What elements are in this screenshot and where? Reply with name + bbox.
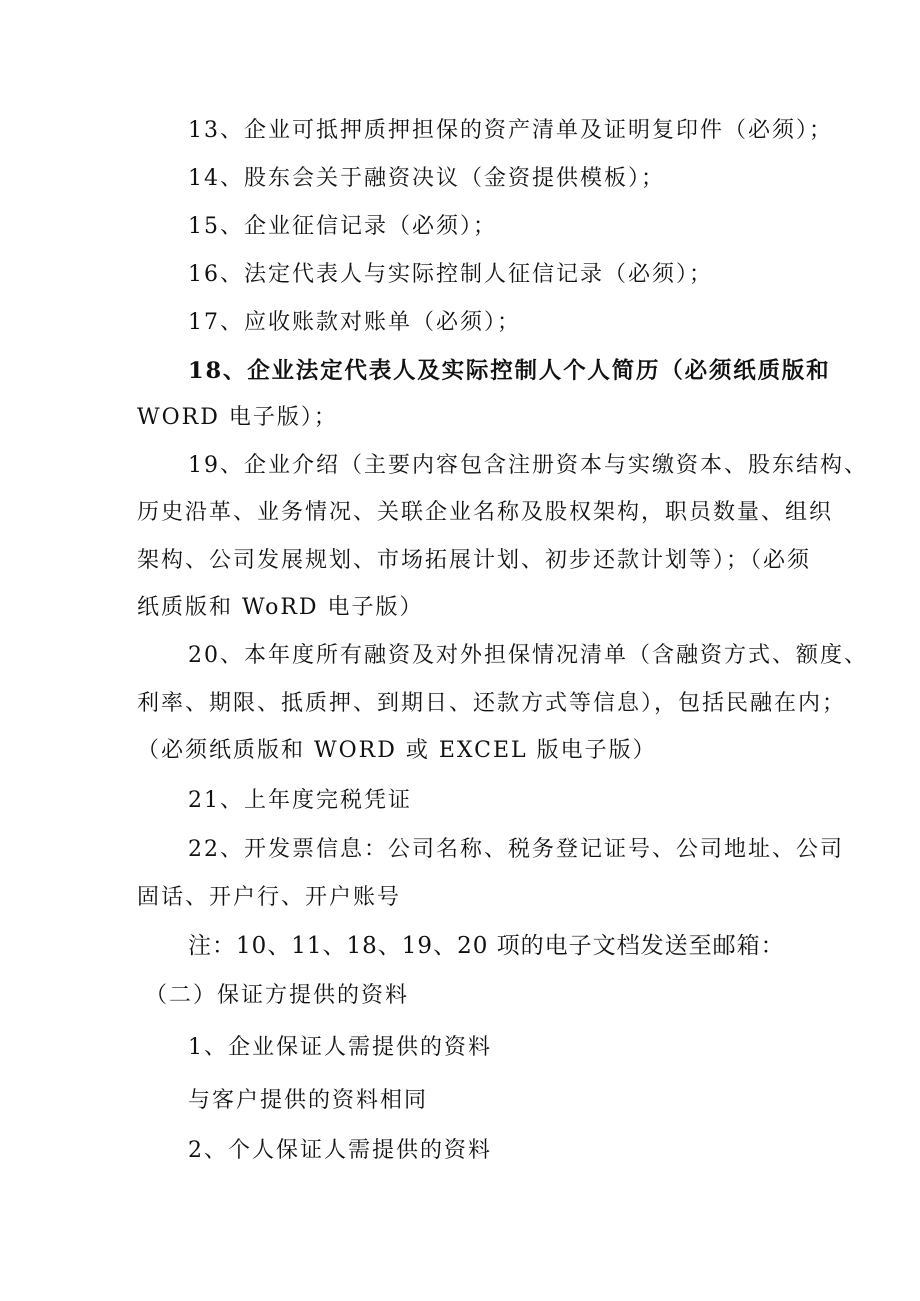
- list-item-20: 20、本年度所有融资及对外担保情况清单（含融资方式、额度、: [188, 643, 868, 668]
- list-item-16: 16、法定代表人与实际控制人征信记录（必须）；: [188, 262, 713, 287]
- subsection-enterprise-guarantor: 1、企业保证人需提供的资料: [188, 1035, 492, 1060]
- list-item-15: 15、企业征信记录（必须）；: [188, 214, 497, 239]
- list-item-20-line-3: （必须纸质版和 WORD 或 EXCEL 版电子版）: [137, 738, 657, 763]
- list-item-19-line-4: 纸质版和 WoRD 电子版）: [137, 595, 424, 620]
- list-item-13: 13、企业可抵押质押担保的资产清单及证明复印件（必须）；: [188, 118, 833, 143]
- list-item-18: 18、企业法定代表人及实际控制人个人简历（必须纸质版和: [188, 358, 831, 384]
- list-item-22: 22、开发票信息：公司名称、税务登记证号、公司地址、公司: [188, 837, 844, 862]
- list-item-19: 19、企业介绍（主要内容包含注册资本与实缴资本、股东结构、: [188, 453, 868, 478]
- list-item-22-line-2: 固话、开户行、开户账号: [137, 885, 402, 910]
- list-item-19-line-2: 历史沿革、业务情况、关联企业名称及股权架构，职员数量、组织: [137, 500, 834, 525]
- subsection-individual-guarantor: 2、个人保证人需提供的资料: [188, 1138, 492, 1163]
- section-heading-guarantor: （二）保证方提供的资料: [145, 983, 410, 1008]
- list-item-19-line-3: 架构、公司发展规划、市场拓展计划、初步还款计划等）；（必须: [137, 548, 812, 573]
- list-item-20-line-2: 利率、期限、抵质押、到期日、还款方式等信息），包括民融在内；: [137, 691, 847, 716]
- list-item-21: 21、上年度完税凭证: [188, 788, 412, 813]
- list-item-17: 17、应收账款对账单（必须）；: [188, 310, 521, 335]
- enterprise-guarantor-note: 与客户提供的资料相同: [188, 1088, 429, 1113]
- list-item-18-continued: WORD 电子版）；: [137, 405, 338, 430]
- list-item-14: 14、股东会关于融资决议（金资提供模板）；: [188, 166, 665, 191]
- note-paragraph: 注：10、11、18、19、20 项的电子文档发送至邮箱：: [188, 933, 785, 959]
